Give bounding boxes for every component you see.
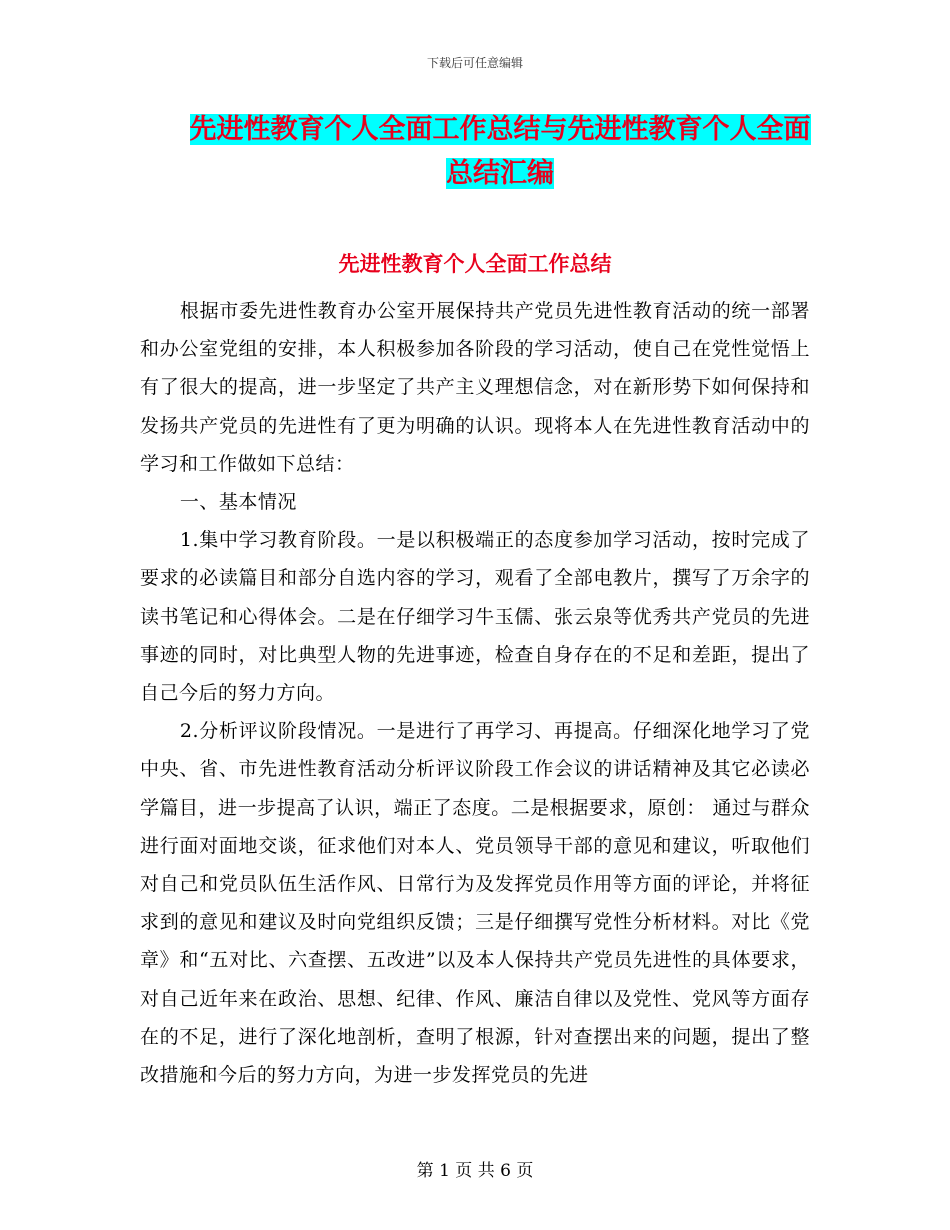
paragraph-heading-basic: 一、基本情况 xyxy=(179,491,297,514)
page-number: 第 1 页 共 6 页 xyxy=(416,1161,534,1181)
document-title-line-1: 先进性教育个人全面工作总结与先进性教育个人全面 xyxy=(189,114,811,145)
paragraph-intro: 根据市委先进性教育办公室开展保持共产党员先进性教育活动的统一部署和办公室党组的安排，本人积极参加各阶段的学习活动，使自己在党性觉悟上有了很大的提高，进一步坚定了共产主义理想信念，对在新形势下如何保持和发扬共产党员的先进性有了更为明确的认识。现将本人在先进性教育活动中的学习和工作做如下总结： xyxy=(140,300,810,475)
document-title-line-2: 总结汇编 xyxy=(446,158,554,189)
section-title: 先进性教育个人全面工作总结 xyxy=(338,252,612,276)
header-note: 下载后可任意编辑 xyxy=(426,56,523,70)
document-body xyxy=(140,292,810,1094)
document-title xyxy=(160,108,840,196)
paragraph-item-2: 2.分析评议阶段情况。一是进行了再学习、再提高。仔细深化地学习了党中央、省、市先进性教育活动分析评议阶段工作会议的讲话精神及其它必读必学篇目，进一步提高了认识，端正了态度。二是根据要求，原创： 通过与群众进行面对面地交谈，征求他们对本人、党员领导干部的意见和建议，听取他们对自己和党员队伍生活作风、日常行为及发挥党员作用等方面的评论，并将征求到的意见和建议及时向党组织反馈；三是仔细撰写党性分析材料。对比《党章》和“五对比、六查摆、五改进”以及本人保持共产党员先进性的具体要求，对自己近年来在政治、思想、纪律、作风、廉洁自律以及党性、党风等方面存在的不足，进行了深化地剖析，查明了根源，针对查摆出来的问题，提出了整改措施和今后的努力方向，为进一步发挥党员的先进 xyxy=(140,720,810,1087)
paragraph-item-1: 1.集中学习教育阶段。一是以积极端正的态度参加学习活动，按时完成了要求的必读篇目和部分自选内容的学习，观看了全部电教片，撰写了万余字的读书笔记和心得体会。二是在仔细学习牛玉儒、张云泉等优秀共产党员的先进事迹的同时，对比典型人物的先进事迹，检查自身存在的不足和差距，提出了自己今后的努力方向。 xyxy=(140,529,810,705)
